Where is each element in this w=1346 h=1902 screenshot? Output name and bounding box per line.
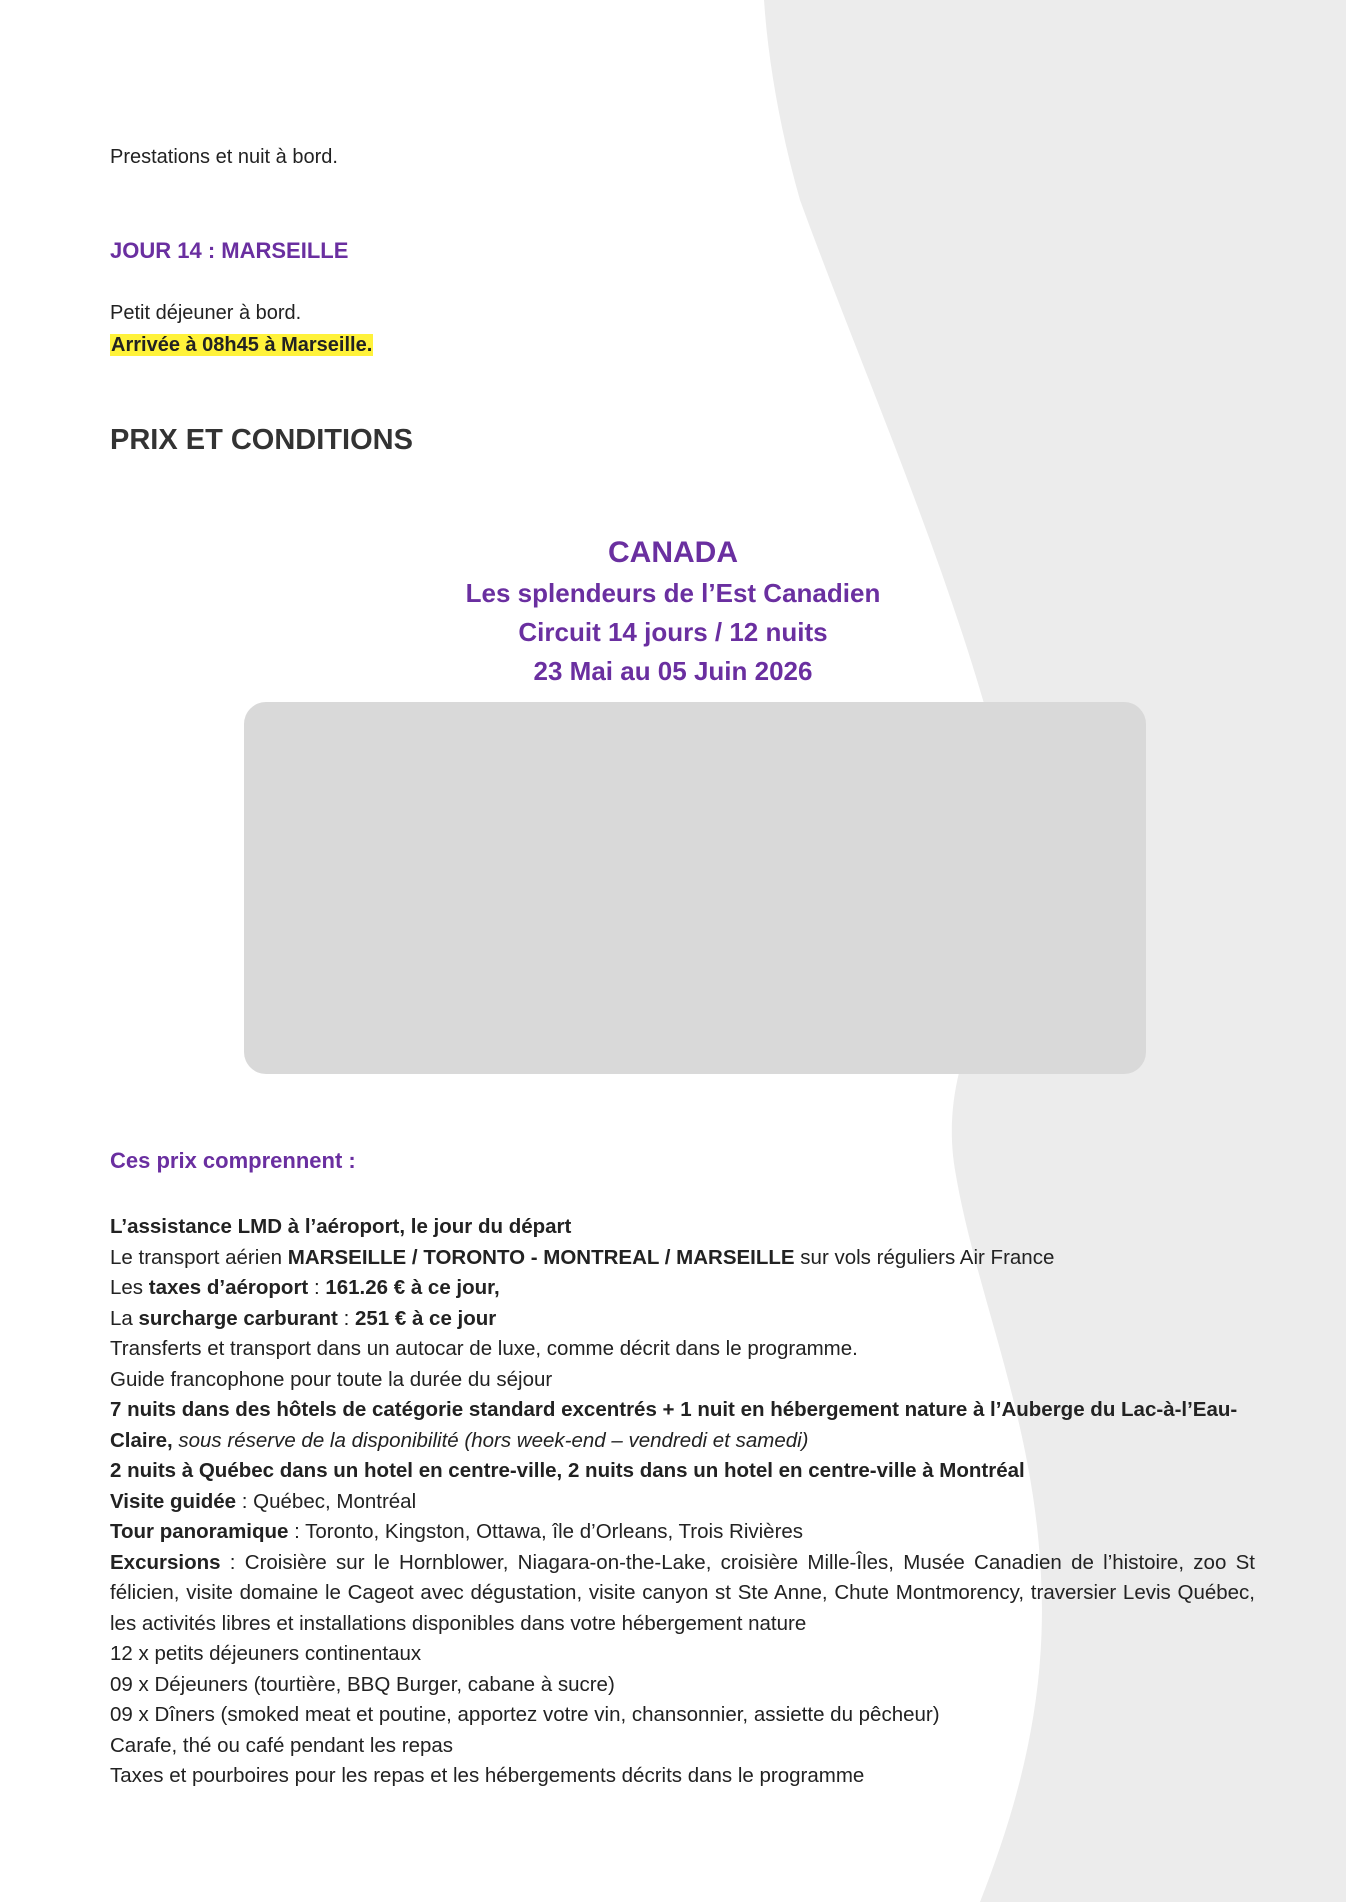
list-item-drinks: Carafe, thé ou café pendant les repas	[110, 1733, 454, 1757]
list-item-city-hotels: 2 nuits à Québec dans un hotel en centre-ville, 2 nuits dans un hotel en centre-ville à Montréal	[110, 1459, 1025, 1482]
trip-dates: 23 Mai au 05 Juin 2026	[533, 656, 813, 686]
day14-heading: JOUR 14 : MARSEILLE	[110, 238, 349, 263]
day14-arrival-line	[110, 330, 373, 360]
section-title: PRIX ET CONDITIONS	[110, 424, 413, 456]
intro-line: Prestations et nuit à bord.	[110, 146, 338, 168]
list-item-flight: Le transport aérien MARSEILLE / TORONTO - MONTREAL / MARSEILLE sur vols réguliers Air France	[110, 1245, 1055, 1269]
included-list	[110, 1212, 1255, 1792]
list-item-taxes: Les taxes d’aéroport : 161.26 € à ce jour,	[110, 1276, 500, 1299]
list-item-hotels: 7 nuits dans des hôtels de catégorie standard excentrés + 1 nuit en hébergement nature à l’Auberge du Lac-à-l’Eau-Claire, sous réserve de la disponibilité (hors week-end – vendredi et samedi)	[110, 1398, 1238, 1452]
included-heading: Ces prix comprennent :	[110, 1148, 356, 1173]
trip-country: CANADA	[608, 536, 738, 569]
trip-duration: Circuit 14 jours / 12 nuits	[518, 617, 828, 647]
list-item-guide: Guide francophone pour toute la durée du séjour	[110, 1367, 553, 1391]
list-item-breakfasts: 12 x petits déjeuners continentaux	[110, 1642, 422, 1665]
list-item-excursions: Excursions : Croisière sur le Hornblower, Niagara-on-the-Lake, croisière Mille-Îles, Musée Canadien de l’histoire, zoo St félicien, visite domaine le Cageot avec dégustation, visite canyon st Ste Anne, Chute Montmorency, traversier Levis Québec, les activités libres et installations disponibles dans votre hébergement nature	[110, 1550, 1255, 1635]
arrival-highlight: Arrivée à 08h45 à Marseille.	[111, 334, 373, 356]
list-item-fuel: La surcharge carburant : 251 € à ce jour	[110, 1306, 497, 1330]
day14-breakfast: Petit déjeuner à bord.	[110, 302, 302, 324]
trip-photo-placeholder	[244, 702, 1146, 1074]
trip-name: Les splendeurs de l’Est Canadien	[465, 578, 881, 608]
list-item-dinners: 09 x Dîners (smoked meat et poutine, apportez votre vin, chansonnier, assiette du pêcheur)	[110, 1703, 940, 1726]
list-item-transfers: Transferts et transport dans un autocar de luxe, comme décrit dans le programme.	[110, 1337, 858, 1360]
list-item-panoramic: Tour panoramique : Toronto, Kingston, Ottawa, île d’Orleans, Trois Rivières	[110, 1520, 804, 1543]
list-item-tips: Taxes et pourboires pour les repas et les hébergements décrits dans le programme	[110, 1764, 865, 1787]
list-item-lunches: 09 x Déjeuners (tourtière, BBQ Burger, cabane à sucre)	[110, 1672, 615, 1696]
list-item-guided-visit: Visite guidée : Québec, Montréal	[110, 1489, 417, 1513]
list-item-assistance: L’assistance LMD à l’aéroport, le jour du départ	[110, 1215, 572, 1238]
